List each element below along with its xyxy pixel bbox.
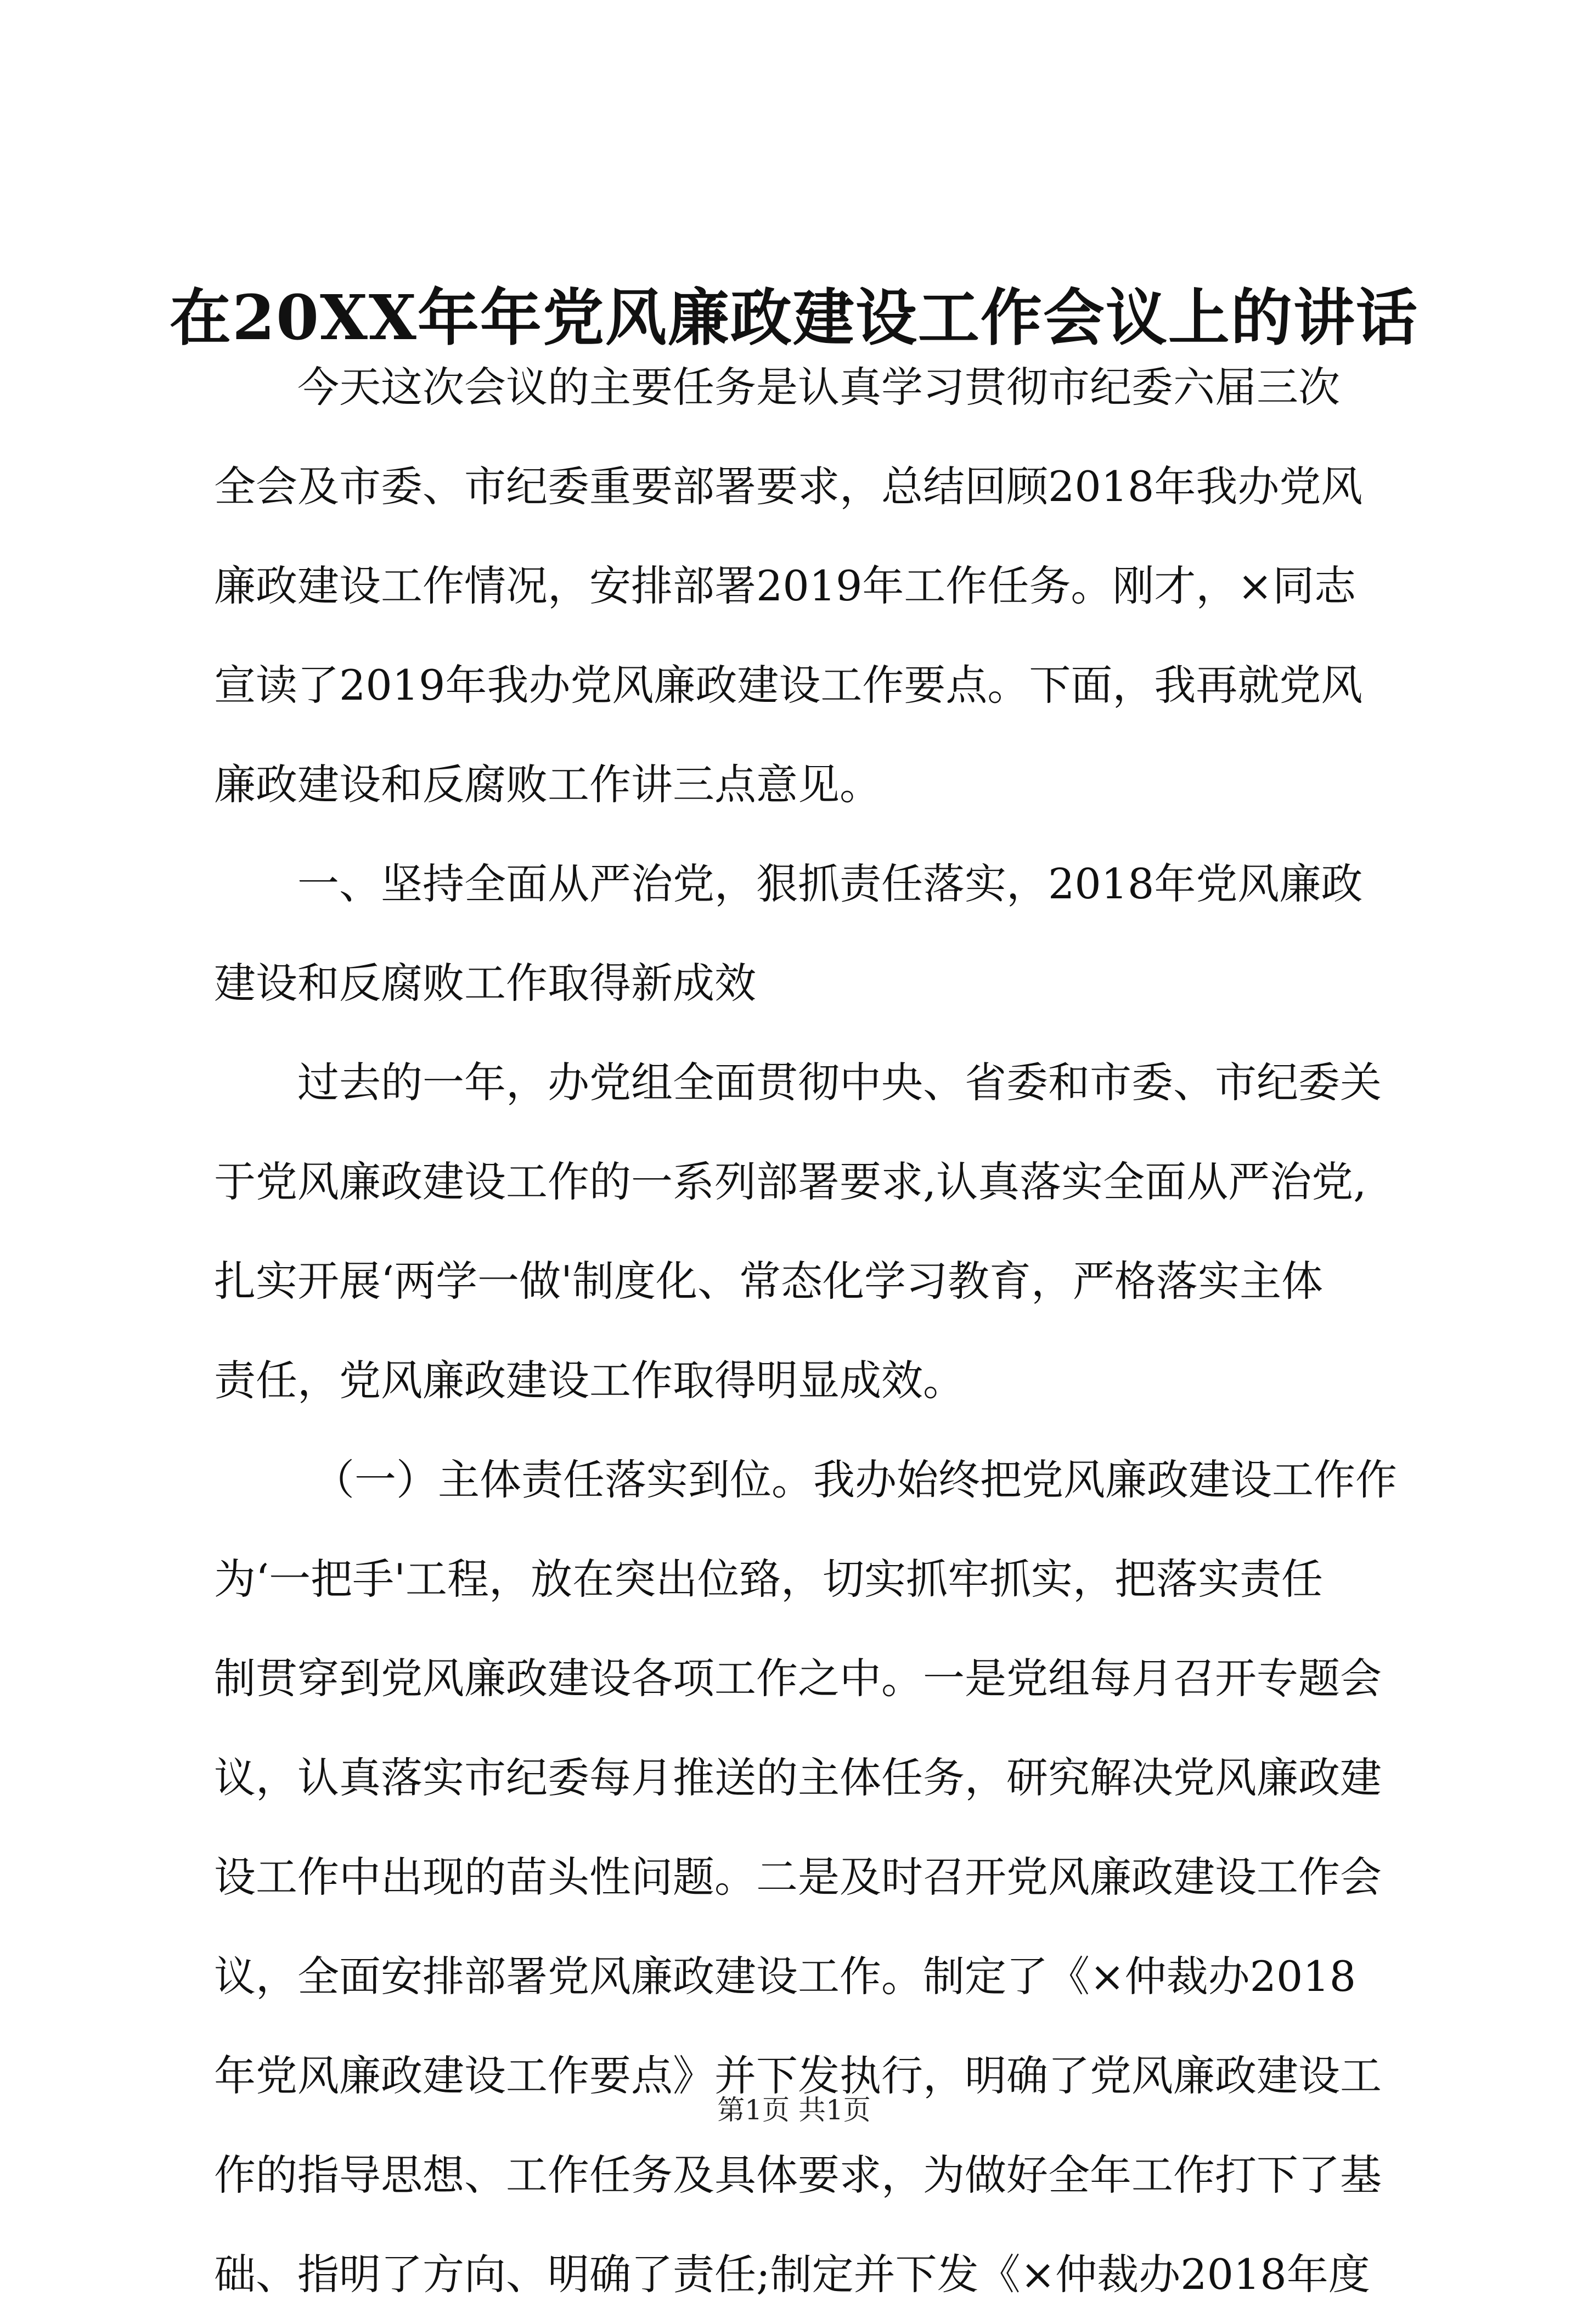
paragraph-line: 作的指导思想、工作任务及具体要求，为做好全年工作打下了基	[214, 2151, 1382, 2199]
paragraph-line: 今天这次会议的主要任务是认真学习贯彻市纪委六届三次	[297, 363, 1340, 412]
paragraph-line: 过去的一年，办党组全面贯彻中央、省委和市委、市纪委关	[297, 1058, 1382, 1107]
paragraph-line: 设工作中出现的苗头性问题。二是及时召开党风廉政建设工作会	[214, 1853, 1382, 1901]
document-body	[214, 337, 1397, 2324]
paragraph-line: 年党风廉政建设工作要点》并下发执行，明确了党风廉政建设工	[214, 2051, 1382, 2100]
paragraph-line: 全会及市委、市纪委重要部署要求，总结回顾2018年我办党风	[214, 462, 1363, 511]
subsection-line: （一）主体责任落实到位。我办始终把党风廉政建设工作作	[313, 1455, 1397, 1504]
paragraph-line: 为‘一把手'工程，放在突出位臵，切实抓牢抓实，把落实责任	[214, 1555, 1324, 1603]
section-heading-line: 建设和反腐败工作取得新成效	[214, 959, 756, 1008]
paragraph-line: 廉政建设工作情况，安排部署2019年工作任务。刚才，×同志	[214, 561, 1356, 610]
paragraph-line: 议，全面安排部署党风廉政建设工作。制定了《×仲裁办2018	[214, 1952, 1356, 2001]
document-title: 在20XX年年党风廉政建设工作会议上的讲话	[170, 282, 1418, 354]
paragraph-line: 宣读了2019年我办党风廉政建设工作要点。下面，我再就党风	[214, 661, 1363, 710]
section-heading-line: 一、坚持全面从严治党，狠抓责任落实，2018年党风廉政	[297, 859, 1363, 908]
paragraph-line: 廉政建设和反腐败工作讲三点意见。	[214, 760, 881, 809]
paragraph-line: 扎实开展‘两学一做'制度化、常态化学习教育，严格落实主体	[214, 1257, 1324, 1306]
paragraph-line: 制贯穿到党风廉政建设各项工作之中。一是党组每月召开专题会	[214, 1654, 1382, 1703]
paragraph-line: 础、指明了方向、明确了责任;制定并下发《×仲裁办2018年度	[214, 2250, 1370, 2299]
paragraph-line: 责任，党风廉政建设工作取得明显成效。	[214, 1356, 965, 1405]
page-footer: 第1页 共1页	[717, 2094, 871, 2126]
paragraph-line: 议，认真落实市纪委每月推送的主体任务，研究解决党风廉政建	[214, 1753, 1382, 1802]
paragraph-line: 于党风廉政建设工作的一系列部署要求,认真落实全面从严治党,	[214, 1157, 1367, 1206]
